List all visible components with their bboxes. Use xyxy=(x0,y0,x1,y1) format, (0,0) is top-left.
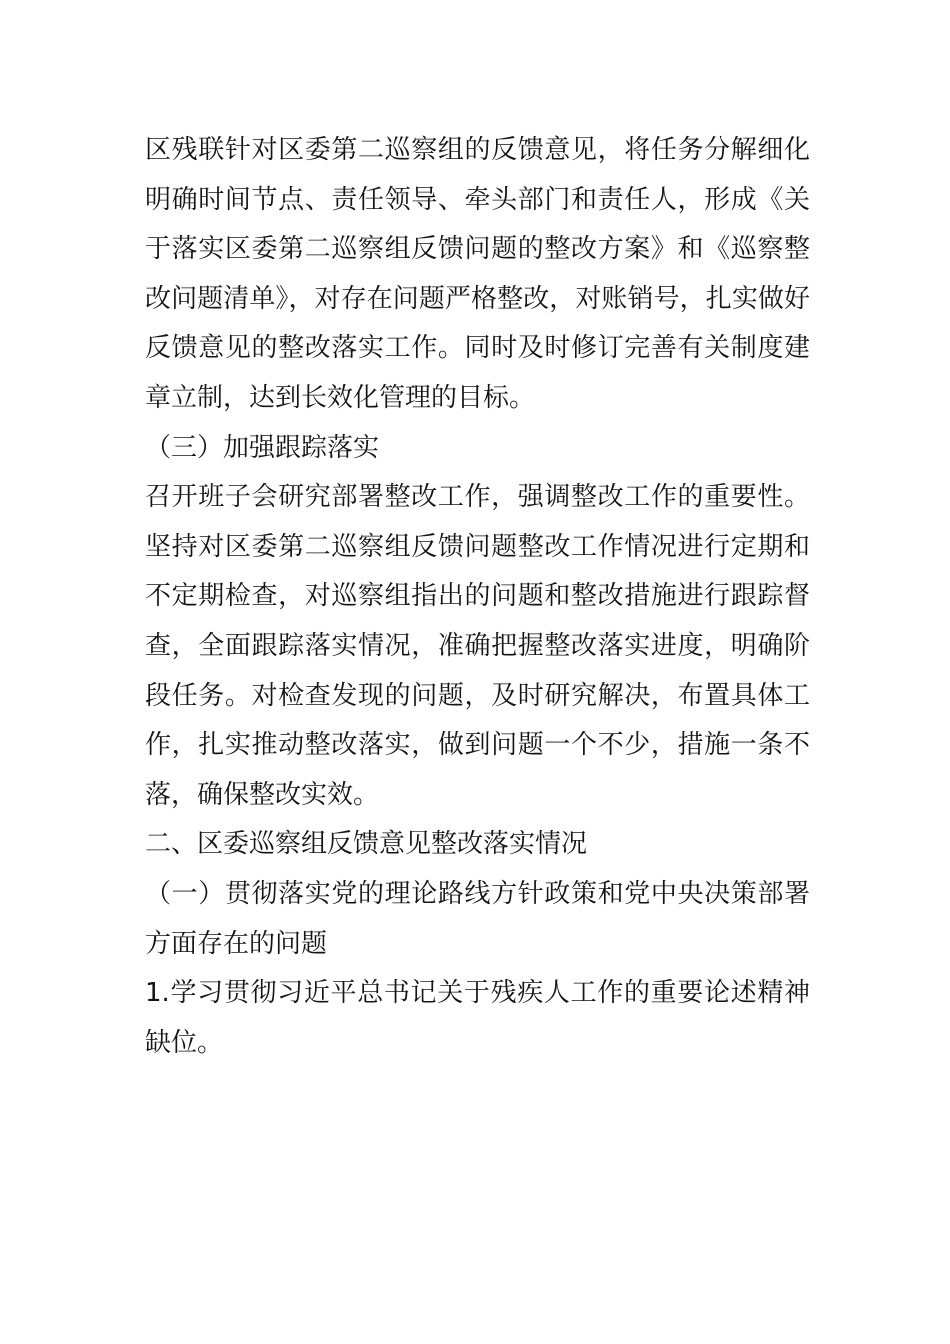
paragraph-tracking-implementation: 召开班子会研究部署整改工作，强调整改工作的重要性。坚持对区委第二巡察组反馈问题整改工作情况进行定期和不定期检查，对巡察组指出的问题和整改措施进行跟踪督查，全面跟踪落实情况，准确把握整改落实进度，明确阶段任务。对检查发现的问题，及时研究解决，布置具体工作，扎实推动整改落实，做到问题一个不少，措施一条不落，确保整改实效。 xyxy=(145,482,810,810)
paragraph-task-breakdown: 区残联针对区委第二巡察组的反馈意见，将任务分解细化明确时间节点、责任领导、牵头部门和责任人，形成《关于落实区委第二巡察组反馈问题的整改方案》和《巡察整改问题清单》，对存在问题严格整改，对账销号，扎实做好反馈意见的整改落实工作。同时及时修订完善有关制度建章立制，达到长效化管理的目标。 xyxy=(145,135,810,413)
heading-strengthen-tracking: （三）加强跟踪落实 xyxy=(145,432,380,463)
heading-subsection-one: （一）贯彻落实党的理论路线方针政策和党中央决策部署方面存在的问题 xyxy=(145,878,810,959)
document-body xyxy=(145,126,810,1068)
paragraph-item-one: 1.学习贯彻习近平总书记关于残疾人工作的重要论述精神缺位。 xyxy=(145,978,810,1058)
heading-section-two: 二、区委巡察组反馈意见整改落实情况 xyxy=(145,829,588,860)
